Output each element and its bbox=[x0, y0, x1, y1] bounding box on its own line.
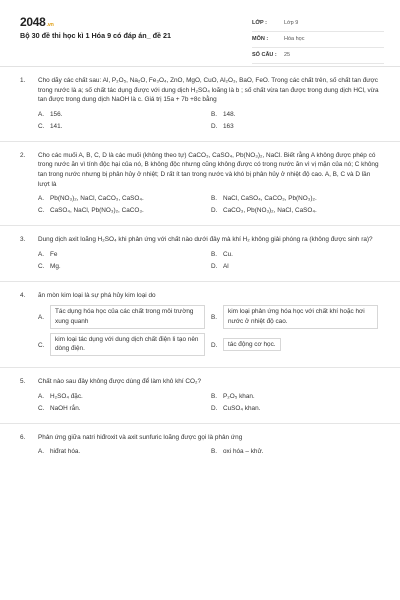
question-number: 4. bbox=[20, 291, 26, 299]
option-letter: B. bbox=[211, 392, 218, 400]
option-text: kim loại phản ứng hóa học với chất khí hoặc hơi nước ở nhiệt độ cao. bbox=[223, 305, 378, 328]
option-letter: C. bbox=[38, 207, 45, 215]
answer-option[interactable] bbox=[211, 403, 384, 415]
question-item bbox=[0, 76, 400, 133]
answer-option[interactable] bbox=[211, 121, 384, 133]
answer-options bbox=[38, 446, 380, 458]
answer-options bbox=[38, 109, 380, 133]
answer-option[interactable] bbox=[211, 304, 384, 331]
meta-row-class bbox=[252, 16, 384, 32]
meta-value: 25 bbox=[284, 52, 291, 59]
option-letter: B. bbox=[211, 195, 218, 203]
answer-option[interactable] bbox=[38, 403, 211, 415]
document-header bbox=[0, 0, 400, 67]
meta-value: Hóa học bbox=[284, 36, 305, 43]
option-letter: D. bbox=[211, 341, 218, 349]
option-text: Fe bbox=[50, 251, 58, 259]
option-letter: A. bbox=[38, 392, 45, 400]
question-text: Phản ứng giữa natri hiđroxit và axit sunfuric loãng được gọi là phản ứng bbox=[38, 433, 243, 441]
answer-options bbox=[38, 249, 380, 273]
question-item bbox=[0, 433, 400, 459]
answer-option[interactable] bbox=[38, 205, 211, 217]
option-text: tác động cơ học. bbox=[223, 338, 281, 352]
site-logo[interactable] bbox=[20, 13, 54, 31]
meta-value: Lớp 9 bbox=[284, 20, 299, 27]
option-text: oxi hóa – khử. bbox=[223, 448, 264, 456]
answer-option[interactable] bbox=[38, 193, 211, 205]
answer-options bbox=[38, 391, 380, 415]
answer-options bbox=[38, 193, 380, 217]
option-text: Tác dụng hóa học của các chất trong môi trường xung quanh bbox=[50, 305, 205, 328]
answer-option[interactable] bbox=[38, 391, 211, 403]
question-text: Dung dịch axit loãng H₂SO₄ khi phản ứng với chất nào dưới đây mà khí H₂ không giải phóng ra (không được sinh ra)? bbox=[38, 236, 373, 244]
option-text: H₂SO₄ đặc. bbox=[50, 392, 83, 400]
option-text: CaSO₄, NaCl, Pb(NO₃)₂, CaCO₃. bbox=[50, 207, 144, 215]
option-text: Al bbox=[223, 263, 229, 271]
question-divider bbox=[0, 225, 400, 226]
option-text: CuSO₄ khan. bbox=[223, 404, 261, 412]
question-number: 2. bbox=[20, 151, 26, 159]
option-text: kim loại tác dụng với dung dịch chất điện li tạo nên dòng điện. bbox=[50, 333, 205, 356]
option-letter: C. bbox=[38, 123, 45, 131]
option-letter: A. bbox=[38, 448, 45, 456]
answer-option[interactable] bbox=[38, 332, 211, 359]
question-text: Cho dãy các chất sau: Al, P₂O₅, Na₂O, Fe₃O₄, ZnO, MgO, CuO, Al₂O₃, BaO, FeO. Trong các chất trên, số chất tan được trong nước là a; số chất tác dụng được với dung dịch H₂SO₄ loãng là b ; số chất vừa tan được trong dung dịch HCl, vừa tan được trong dung dịch NaOH là c. Giá trị 15a + 7b +8c bằng bbox=[38, 77, 379, 104]
question-divider bbox=[0, 281, 400, 282]
option-text: Mg. bbox=[50, 263, 61, 271]
question-text: ăn mòn kim loại là sự phá hủy kim loại do bbox=[38, 291, 156, 299]
option-text: NaOH rắn. bbox=[50, 404, 81, 412]
option-text: 163 bbox=[223, 123, 234, 131]
answer-option[interactable] bbox=[211, 391, 384, 403]
meta-key: SỐ CÂU : bbox=[252, 52, 277, 59]
answer-option[interactable] bbox=[211, 193, 384, 205]
option-text: P₂O₅ khan. bbox=[223, 392, 255, 400]
option-letter: D. bbox=[211, 207, 218, 215]
option-letter: C. bbox=[38, 404, 45, 412]
option-letter: B. bbox=[211, 448, 218, 456]
answer-option[interactable] bbox=[211, 332, 384, 359]
answer-option[interactable] bbox=[211, 249, 384, 261]
option-letter: A. bbox=[38, 111, 45, 119]
question-item bbox=[0, 291, 400, 359]
meta-row-count bbox=[252, 48, 384, 64]
option-letter: A. bbox=[38, 195, 45, 203]
answer-option[interactable] bbox=[38, 446, 211, 458]
question-text: Cho các muối A, B, C, D là các muối (không theo tự) CaCO₃, CaSO₄, Pb(NO₃)₂, NaCl. Biết rằng A không được phép có trong nước ăn vì tính độc hại của nó, B không độc nhưng cũng không được có trong nước ăn vì vị mặn của nó; C không tan trong nước nhưng bị phân hủy ở nhiệt; D rất ít tan trong nước và khó bị phân hủy ở nhiệt độ cao. A, B, C và D lần lượt là bbox=[38, 151, 379, 188]
question-number: 3. bbox=[20, 236, 26, 244]
option-text: 148. bbox=[223, 111, 236, 119]
option-letter: D. bbox=[211, 123, 218, 131]
answer-option[interactable] bbox=[38, 304, 211, 331]
option-letter: C. bbox=[38, 341, 45, 349]
option-text: hiđrat hóa. bbox=[50, 448, 81, 456]
question-number: 1. bbox=[20, 77, 26, 84]
answer-option[interactable] bbox=[38, 121, 211, 133]
answer-option[interactable] bbox=[211, 205, 384, 217]
answer-option[interactable] bbox=[38, 109, 211, 121]
logo-suffix: .vn bbox=[46, 22, 54, 28]
answer-option[interactable] bbox=[211, 109, 384, 121]
meta-key: MÔN : bbox=[252, 36, 269, 43]
question-divider bbox=[0, 367, 400, 368]
option-letter: B. bbox=[211, 251, 218, 259]
question-divider bbox=[0, 141, 400, 142]
question-item bbox=[0, 151, 400, 217]
answer-option[interactable] bbox=[38, 249, 211, 261]
option-letter: D. bbox=[211, 404, 218, 412]
question-list bbox=[0, 76, 400, 458]
option-text: CaCO₃, Pb(NO₃)₂, NaCl, CaSO₄. bbox=[223, 207, 317, 215]
question-divider bbox=[0, 423, 400, 424]
option-letter: A. bbox=[38, 251, 45, 259]
question-number: 6. bbox=[20, 433, 26, 441]
question-item bbox=[0, 377, 400, 415]
document-title: Bộ 30 đề thi học kì 1 Hóa 9 có đáp án_ đề 21 bbox=[20, 31, 171, 40]
option-letter: B. bbox=[211, 111, 218, 119]
option-letter: B. bbox=[211, 314, 218, 322]
meta-table bbox=[252, 16, 384, 64]
answer-option[interactable] bbox=[211, 446, 384, 458]
option-text: NaCl, CaSO₄, CaCO₃, Pb(NO₃)₂. bbox=[223, 195, 317, 203]
option-text: 141. bbox=[50, 123, 63, 131]
question-item bbox=[0, 235, 400, 273]
question-text: Chất nào sau đây không được dùng để làm khô khí CO₂? bbox=[38, 377, 202, 385]
option-letter: D. bbox=[211, 263, 218, 271]
meta-key: LỚP : bbox=[252, 20, 267, 27]
option-letter: A. bbox=[38, 314, 45, 322]
option-text: Pb(NO₃)₂, NaCl, CaCO₃, CaSO₄. bbox=[50, 195, 144, 203]
option-text: Cu. bbox=[223, 251, 233, 259]
question-number: 5. bbox=[20, 377, 26, 385]
answer-option[interactable] bbox=[211, 261, 384, 273]
option-text: 156. bbox=[50, 111, 63, 119]
option-letter: C. bbox=[38, 263, 45, 271]
answer-options bbox=[38, 304, 380, 358]
meta-row-subject bbox=[252, 32, 384, 48]
logo-text: 2048 bbox=[20, 15, 46, 29]
answer-option[interactable] bbox=[38, 261, 211, 273]
